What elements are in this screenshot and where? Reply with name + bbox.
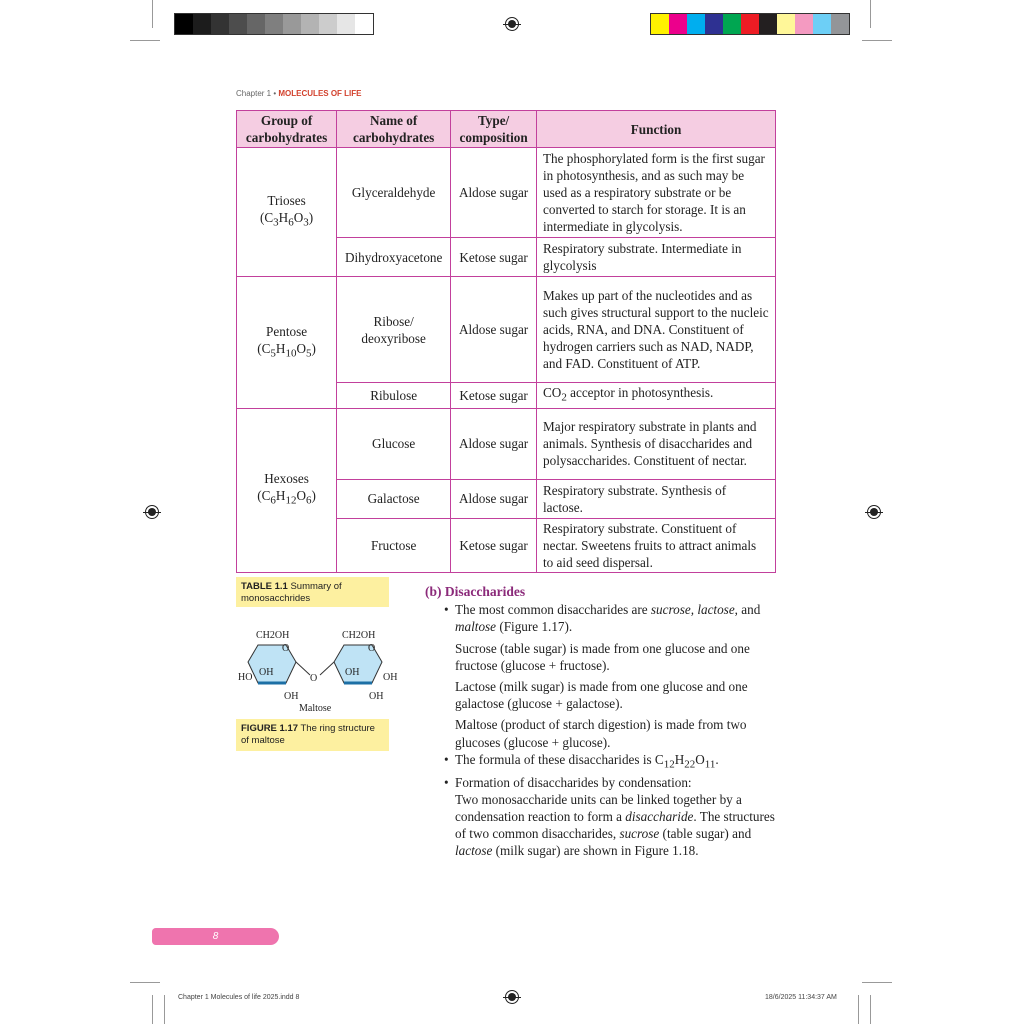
calibration-swatch <box>283 14 301 34</box>
column-header: Type/ composition <box>451 111 537 148</box>
o-label: O <box>368 643 376 654</box>
disaccharides-section <box>425 583 775 860</box>
calibration-swatch <box>687 14 705 34</box>
table-caption: TABLE 1.1 Summary of monosacchrides <box>236 577 389 607</box>
calibration-swatch <box>669 14 687 34</box>
figure-caption: FIGURE 1.17 The ring structure of maltose <box>236 719 389 751</box>
calibration-swatch <box>301 14 319 34</box>
calibration-swatch <box>355 14 373 34</box>
slug-filename: Chapter 1 Molecules of life 2025.indd 8 <box>178 994 300 1001</box>
chapter-title: MOLECULES OF LIFE <box>278 89 362 98</box>
table-row <box>237 148 776 238</box>
calibration-swatch <box>211 14 229 34</box>
function-cell: Respiratory substrate. Intermediate in glycolysis <box>537 238 776 277</box>
calibration-swatch <box>229 14 247 34</box>
function-cell: Respiratory substrate. Constituent of nectar. Sweetens fruits to attract animals to aid seed dispersal. <box>537 518 776 572</box>
calibration-swatch <box>175 14 193 34</box>
slug-timestamp: 18/6/2025 11:34:37 AM <box>765 994 837 1001</box>
paragraph: Lactose (milk sugar) is made from one glucose and one galactose (glucose + galactose). <box>455 679 748 712</box>
function-cell: Makes up part of the nucleotides and as such gives structural support to the nucleic acids, RNA, and DNA. Constituent of hydrogen carriers such as NAD, NADP, and FAD. Constituent of ATP. <box>537 277 776 383</box>
maltose-structure-diagram <box>236 625 396 715</box>
table-row <box>237 277 776 383</box>
oh-label: OH <box>259 667 274 678</box>
registration-mark-icon <box>145 505 159 519</box>
page-number: 8 <box>152 928 279 945</box>
type-cell: Aldose sugar <box>451 479 537 518</box>
column-header: Name of carbohydrates <box>337 111 451 148</box>
bullet-item: • The formula of these disaccharides is $C_{12}H_{22}O_{11}$. <box>425 751 775 774</box>
table-row <box>237 408 776 479</box>
function-cell: Major respiratory substrate in plants and animals. Synthesis of disaccharides and polysaccharides. Constituent of nectar. <box>537 408 776 479</box>
calibration-swatch <box>759 14 777 34</box>
registration-mark-icon <box>867 505 881 519</box>
color-calibration-bar <box>650 13 850 35</box>
chapter-number: Chapter 1 <box>236 89 272 98</box>
diagram-label: Maltose <box>299 703 332 714</box>
type-cell: Aldose sugar <box>451 148 537 238</box>
paragraph: Two monosaccharide units can be linked together by a condensation reaction to form a disaccharide. The structures of two common disaccharides, sucrose (table sugar) and lactose (milk sugar) are shown in Figure 1.18. <box>455 791 775 859</box>
calibration-swatch <box>265 14 283 34</box>
paragraph: Sucrose (table sugar) is made from one glucose and one fructose (glucose + fructose). <box>455 640 750 673</box>
type-cell: Aldose sugar <box>451 277 537 383</box>
function-cell: $CO_2$ acceptor in photosynthesis. <box>537 383 776 409</box>
type-cell: Ketose sugar <box>451 238 537 277</box>
name-cell: Dihydroxyacetone <box>337 238 451 277</box>
grayscale-calibration-bar <box>174 13 374 35</box>
name-cell: Fructose <box>337 518 451 572</box>
paragraph: Maltose (product of starch digestion) is made from two glucoses (glucose + glucose). <box>455 717 747 750</box>
oh-label: OH <box>369 691 384 702</box>
function-cell: The phosphorylated form is the first sugar in photosynthesis, and as such may be used as a respiratory substrate or be converted to starch for storage. It is an intermediate in glycolysis. <box>537 148 776 238</box>
type-cell: Ketose sugar <box>451 383 537 409</box>
monosaccharides-table <box>236 110 776 573</box>
calibration-swatch <box>705 14 723 34</box>
calibration-swatch <box>247 14 265 34</box>
calibration-swatch <box>777 14 795 34</box>
running-header: Chapter 1 • MOLECULES OF LIFE <box>236 89 362 98</box>
calibration-swatch <box>813 14 831 34</box>
oh-label: OH <box>284 691 299 702</box>
o-label: O <box>282 643 290 654</box>
ch2oh-label: CH2OH <box>342 630 376 641</box>
name-cell: Ribulose <box>337 383 451 409</box>
ch2oh-label: CH2OH <box>256 630 290 641</box>
column-header: Function <box>537 111 776 148</box>
calibration-swatch <box>337 14 355 34</box>
group-cell: Pentose $(C_5H_{10}O_5)$ <box>237 277 337 409</box>
type-cell: Aldose sugar <box>451 408 537 479</box>
registration-mark-icon <box>505 17 519 31</box>
calibration-swatch <box>831 14 849 34</box>
name-cell: Glyceraldehyde <box>337 148 451 238</box>
calibration-swatch <box>795 14 813 34</box>
calibration-swatch <box>319 14 337 34</box>
calibration-swatch <box>723 14 741 34</box>
ho-label: HO <box>238 672 253 683</box>
registration-mark-icon <box>505 990 519 1004</box>
name-cell: Ribose/ deoxyribose <box>337 277 451 383</box>
bullet-item: • The most common disaccharides are sucrose, lactose, and maltose (Figure 1.17). <box>425 601 775 635</box>
bullet-item: • Formation of disaccharides by condensation: <box>425 774 775 791</box>
name-cell: Galactose <box>337 479 451 518</box>
calibration-swatch <box>193 14 211 34</box>
oh-label: OH <box>383 672 398 683</box>
calibration-swatch <box>651 14 669 34</box>
name-cell: Glucose <box>337 408 451 479</box>
group-cell: Trioses $(C_3H_6O_3)$ <box>237 148 337 277</box>
column-header: Group of carbohydrates <box>237 111 337 148</box>
type-cell: Ketose sugar <box>451 518 537 572</box>
calibration-swatch <box>741 14 759 34</box>
o-label: O <box>310 673 318 684</box>
group-cell: Hexoses $(C_6H_{12}O_6)$ <box>237 408 337 572</box>
function-cell: Respiratory substrate. Synthesis of lactose. <box>537 479 776 518</box>
oh-label: OH <box>345 667 360 678</box>
section-heading: (b) Disaccharides <box>425 584 526 599</box>
